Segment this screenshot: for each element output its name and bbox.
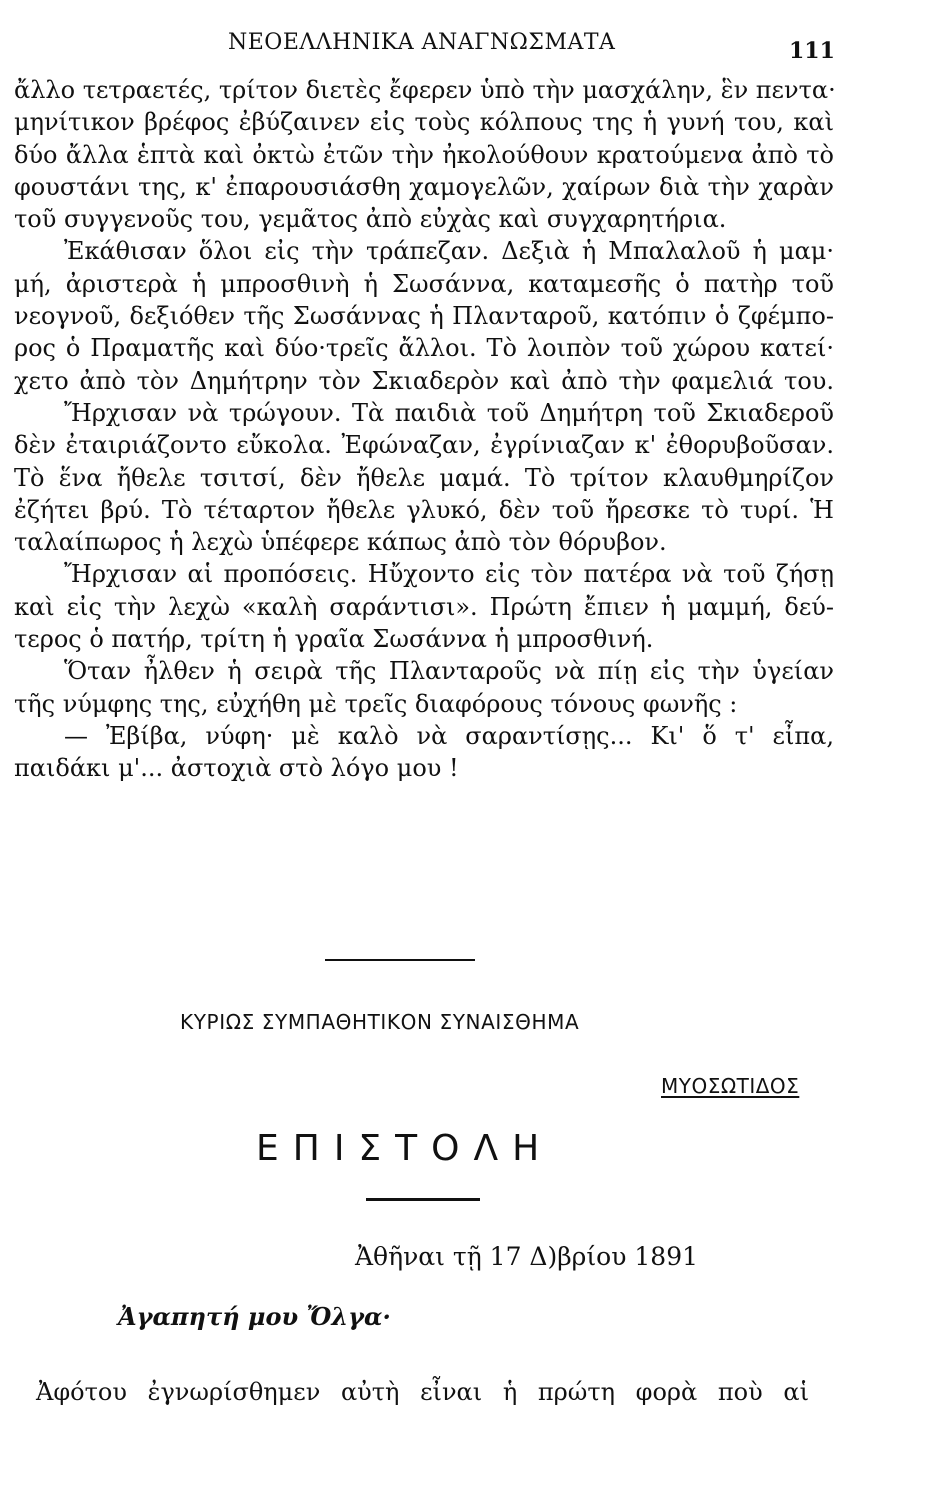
letter-salutation: Ἀγαπητή μου Ὄλγα· <box>118 1302 391 1331</box>
text-line: δύο ἄλλα ἑπτὰ καὶ ὀκτὼ ἐτῶν τὴν ἠκολούθουν κρατούμενα ἀπὸ τὸ <box>14 140 834 169</box>
letter-dateline: Ἀθῆναι τῇ 17 Δ)βρίου 1891 <box>355 1242 699 1271</box>
running-head: ΝΕΟΕΛΛΗΝΙΚΑ ΑΝΑΓΝΩΣΜΑΤΑ <box>228 30 616 55</box>
dialogue-line: — Ἐβίβα, νύφη· μὲ καλὸ νὰ σαραντίσῃς... Κι' ὅ τ' εἶπα, <box>64 721 834 750</box>
section-divider <box>325 959 475 961</box>
paragraph-start-line: Ὅταν ἦλθεν ἡ σειρὰ τῆς Πλανταροῦς νὰ πίῃ εἰς τὴν ὑγείαν <box>64 657 834 686</box>
text-line: ἐζήτει βρύ. Τὸ τέταρτον ἤθελε γλυκό, δὲν τοῦ ἤρεσκε τὸ τυρί. Ἡ <box>14 495 834 524</box>
text-line: μηνίτικον βρέφος ἐβύζαινεν εἰς τοὺς κόλπους της ἡ γυνή του, καὶ <box>14 108 834 137</box>
text-line: δὲν ἐταιριάζοντο εὔκολα. Ἐφώναζαν, ἐγρίνιαζαν κ' ἐθορυβοῦσαν. <box>14 431 834 460</box>
text-line: καὶ εἰς τὴν λεχὼ «καλὴ σαράντισι». Πρώτη ἔπιεν ἡ μαμμή, δεύ- <box>14 592 834 621</box>
text-line: ρος ὁ Πραματῆς καὶ δύο·τρεῖς ἄλλοι. Τὸ λοιπὸν τοῦ χώρου κατεί· <box>14 334 834 363</box>
text-line: παιδάκι μ'... ἀστοχιὰ στὸ λόγο μου ! <box>14 754 459 783</box>
text-line: τῆς νύμφης της, εὐχήθη μὲ τρεῖς διαφόρους τόνους φωνῆς : <box>14 689 738 718</box>
paragraph-start-line: Ἐκάθισαν ὅλοι εἰς τὴν τράπεζαν. Δεξιὰ ἡ Μπαλαλοῦ ἡ μαμ· <box>64 237 834 266</box>
section-title: ΚΥΡΙΩΣ ΣΥΜΠΑΘΗΤΙΚΟΝ ΣΥΝΑΙΣΘΗΜΑ <box>180 1010 580 1034</box>
letter-text-line: Ἀφότου ἐγνωρίσθημεν αὐτὴ εἶναι ἡ πρώτη φορὰ ποὺ αἱ <box>36 1378 809 1406</box>
text-line: χετο ἀπὸ τὸν Δημήτρην τὸν Σκιαδερὸν καὶ ἀπὸ τὴν φαμελιά του. <box>14 366 834 395</box>
body-text <box>14 74 834 785</box>
text-line: Τὸ ἕνα ἤθελε τσιτσί, δὲν ἤθελε μαμά. Τὸ τρίτον κλαυθμηρίζον <box>14 463 834 492</box>
paragraph-start-line: Ἤρχισαν νὰ τρώγουν. Τὰ παιδιὰ τοῦ Δημήτρη τοῦ Σκιαδεροῦ <box>64 398 834 427</box>
text-line: τοῦ συγγενοῦς του, γεμᾶτος ἀπὸ εὐχὰς καὶ συγχαρητήρια. <box>14 205 727 234</box>
text-line: νεογνοῦ, δεξιόθεν τῆς Σωσάννας ἡ Πλανταροῦ, κατόπιν ὁ ζφέμπο- <box>14 302 834 331</box>
text-line: ἄλλο τετραετές, τρίτον διετὲς ἔφερεν ὑπὸ τὴν μασχάλην, ἓν πεντα· <box>14 76 836 104</box>
paragraph-start-line: Ἤρχισαν αἱ προπόσεις. Ηὔχοντο εἰς τὸν πατέρα νὰ τοῦ ζήσῃ <box>64 560 834 589</box>
text-line: τερος ὁ πατήρ, τρίτη ἡ γραῖα Σωσάννα ἡ μπροσθινή. <box>14 625 654 654</box>
text-line: φουστάνι της, κ' ἐπαρουσιάσθη χαμογελῶν, χαίρων διὰ τὴν χαρὰν <box>14 172 834 201</box>
text-line: ταλαίπωρος ἡ λεχὼ ὑπέφερε κάπως ἀπὸ τὸν θόρυβον. <box>14 528 667 557</box>
page-number: 111 <box>789 38 835 64</box>
author-name: ΜΥΟΣΩΤΙΔΟΣ <box>661 1074 800 1098</box>
title-underline-rule <box>366 1198 480 1201</box>
letter-title: ΕΠΙΣΤΟΛΗ <box>256 1128 554 1169</box>
text-line: μή, ἀριστερὰ ἡ μπροσθινὴ ἡ Σωσάννα, καταμεσῆς ὁ πατὴρ τοῦ <box>14 269 834 298</box>
